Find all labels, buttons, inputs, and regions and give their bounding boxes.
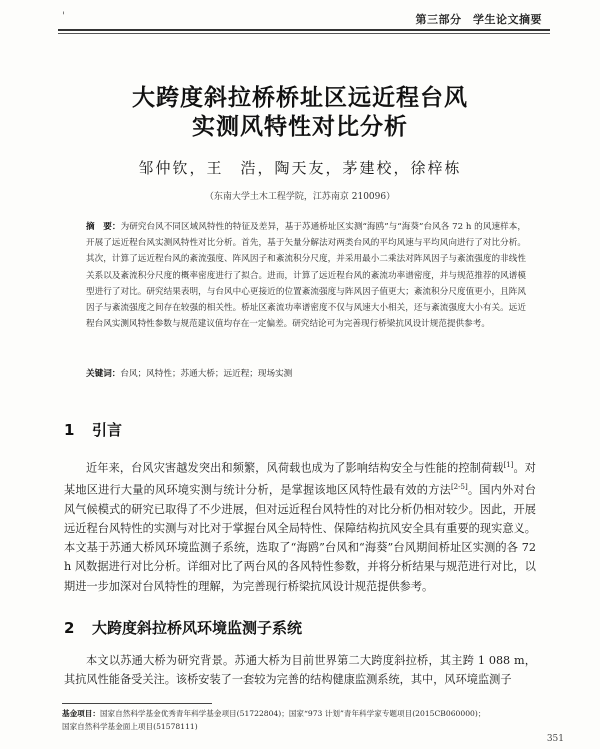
funding-line-1: 国家自然科学基金优秀青年科学基金项目(51722804)；国家“973 计划”青年科学家专题项目(2015CB060000)； <box>99 709 486 718</box>
citation-marker: [2-5] <box>450 482 468 491</box>
paper-title-line-1: 大跨度斜拉桥桥址区远近程台风 <box>132 85 468 111</box>
keywords <box>86 366 526 382</box>
citation-marker: [1] <box>503 461 514 469</box>
margin-tick: ' <box>62 11 65 22</box>
monitoring-paragraph: 本文以苏通大桥为研究背景。苏通大桥为目前世界第二大跨度斜拉桥，其主跨 1 088 m，其抗风性能备受关注。该桥安装了一套较为完善的结构健康监测系统，其中，风环境监测子 <box>64 654 536 687</box>
header-rule <box>58 29 550 31</box>
paragraph-text: 。国内外对台风气候模式的研究已取得了不少进展，但对远近程台风特性的对比分析仍相对较少。因此，开展远近程台风特性的实测与对比对于掌握台风全局特性、保障结构抗风安全具有重要的现实意义。本文基于苏通大桥风环境监测子系统，选取了“海鸥”台风和“海葵”台风期间桥址区实测的各 72 h 风数据进行对比分析。详细对比了两台风的各风特性参数，并将分析结果与规范进行对比，以期进一步加深对台风特性的理解，为完善现行桥梁抗风设计规范提供参考。 <box>64 483 536 593</box>
running-header: 第三部分 学生论文摘要 <box>415 13 542 26</box>
paragraph-text: 。对某地区进行大量的风环境实测与统计分析，是掌握该地区风特性最有效的方法 <box>64 461 536 497</box>
abstract-label: 摘 要： <box>86 222 121 232</box>
section-title: 引言 <box>92 421 123 439</box>
section-title: 大跨度斜拉桥风环境监测子系统 <box>92 619 303 637</box>
page-number: 351 <box>546 734 564 744</box>
paragraph-text: 近年来，台风灾害越发突出和频繁，风荷载也成为了影响结构安全与性能的控制荷载 <box>86 461 504 475</box>
section-heading-intro <box>64 419 122 440</box>
section-number: 1 <box>64 421 75 439</box>
affiliation: （东南大学土木工程学院，江苏南京 210096） <box>204 192 396 202</box>
section-heading-monitoring <box>64 617 302 638</box>
intro-paragraph <box>64 456 536 596</box>
funding-label: 基金项目： <box>62 709 100 718</box>
abstract <box>86 219 526 332</box>
header-rule-thin <box>58 33 550 34</box>
funding-footnote <box>62 707 542 733</box>
author-list: 邹仲钦，王 浩，陶天友，茅建校，徐梓栋 <box>138 159 462 177</box>
keywords-text: 台风；风特性；苏通大桥；远近程；现场实测 <box>120 369 293 379</box>
section-number: 2 <box>64 619 75 637</box>
footnote-rule <box>62 703 212 704</box>
funding-line-2: 国家自然科学基金面上项目(51578111) <box>62 722 198 731</box>
paper-title-line-2: 实测风特性对比分析 <box>192 114 408 140</box>
abstract-text: 为研究台风不同区域风特性的特征及差异，基于苏通桥址区实测“海鸥”与“海葵”台风各 72 h 的风速样本，开展了远近程台风实测风特性对比分析。首先，基于矢量分解法对两类台风的平均风速与平均风向进行了对比分析。其次，计算了远近程台风的紊流强度、阵风因子和紊流积分尺度，并采用最小二乘法对阵风因子与紊流强度的非线性关系以及紊流积分尺度的概率密度进行了拟合。进而，计算了远近程台风的紊流功率谱密度，并与规范推荐的风谱模型进行了对比。研究结果表明，与台风中心更接近的位置紊流强度与阵风因子值更大；紊流积分尺度值更小，且阵风因子与紊流强度之间存在较强的相关性。桥址区紊流功率谱密度不仅与风速大小相关，还与紊流强度大小有关。远近程台风实测风特性参数与规范建议值均存在一定偏差。研究结论可为完善现行桥梁抗风设计规范提供参考。 <box>86 222 526 330</box>
keywords-label: 关键词： <box>86 369 121 379</box>
